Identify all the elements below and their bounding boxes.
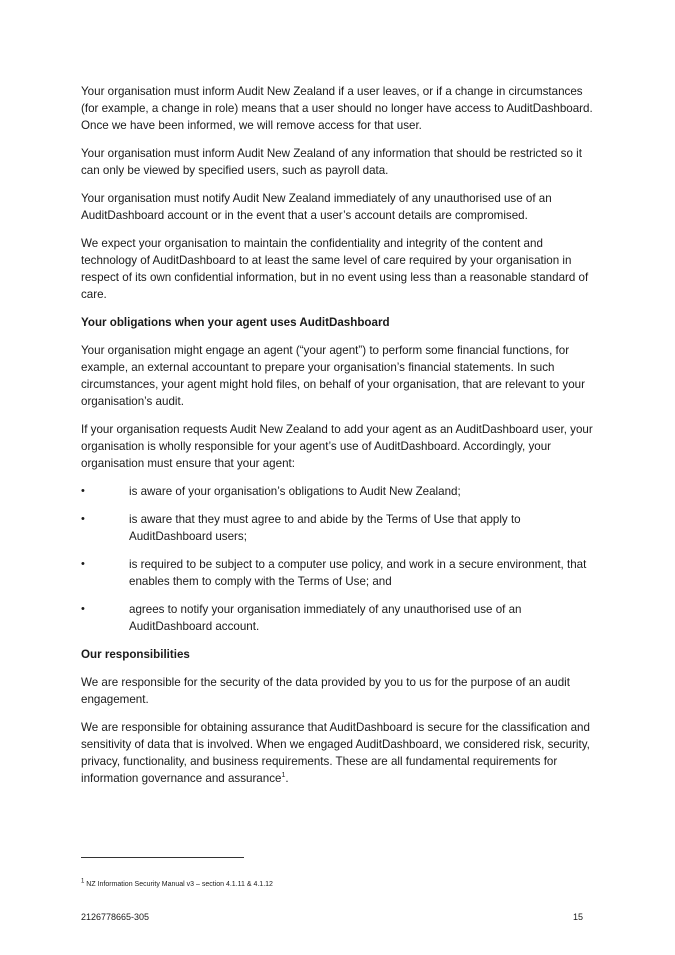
page-number: 15 <box>572 912 583 922</box>
bullet-marker: • <box>81 603 85 615</box>
footnote-separator <box>81 857 244 858</box>
paragraph-assurance-end: . <box>285 772 289 785</box>
heading-our-responsibilities: Our responsibilities <box>81 648 190 661</box>
paragraph-assurance-text: We are responsible for obtaining assurance that AuditDashboard is secure for the classification and sensitivity of data that is involved. When we engaged AuditDashboard, we considered risk, security, privacy, functionality, and business requirements. These are all fundamental requirements for information governance and assurance <box>81 721 590 785</box>
agent-obligations-list <box>81 483 596 635</box>
paragraph-agent-engage: Your organisation might engage an agent (“your agent”) to perform some financial functions, for example, an external accountant to prepare your organisation’s financial statements. In such circumstances, your agent might hold files, on behalf of your organisation, that are relevant to your organisation’s audit. <box>81 344 585 408</box>
bullet-marker: • <box>81 485 85 497</box>
paragraph-user-leaves: Your organisation must inform Audit New Zealand if a user leaves, or if a change in circumstances (for example, a change in role) means that a user should no longer have access to AuditDashboard. Once we have been informed, we will remove access for that user. <box>81 85 593 132</box>
list-item <box>81 601 596 635</box>
list-item-text: is required to be subject to a computer use policy, and work in a secure environment, that enables them to comply with the Terms of Use; and <box>129 558 587 588</box>
paragraph-unauthorised-use: Your organisation must notify Audit New Zealand immediately of any unauthorised use of an AuditDashboard account or in the event that a user’s account details are compromised. <box>81 192 552 222</box>
list-item-text: is aware of your organisation’s obligations to Audit New Zealand; <box>129 485 461 498</box>
footnote <box>81 880 273 890</box>
page-body <box>81 83 596 798</box>
footnote-text: NZ Information Security Manual v3 – section 4.1.11 & 4.1.12 <box>86 881 273 888</box>
footnote-reference[interactable]: 1 <box>281 772 286 780</box>
list-item <box>81 511 596 545</box>
list-item <box>81 483 596 500</box>
list-item <box>81 556 596 590</box>
paragraph-assurance <box>81 719 596 787</box>
footnote-number: 1 <box>81 878 85 885</box>
bullet-marker: • <box>81 558 85 570</box>
bullet-marker: • <box>81 513 85 525</box>
heading-agent-obligations: Your obligations when your agent uses AuditDashboard <box>81 316 390 329</box>
paragraph-data-security: We are responsible for the security of the data provided by you to us for the purpose of an audit engagement. <box>81 676 570 706</box>
paragraph-confidentiality: We expect your organisation to maintain the confidentiality and integrity of the content and technology of AuditDashboard to at least the same level of care required by your organisation in respect of its own confidential information, but in no event using less than a reasonable standard of care. <box>81 237 589 301</box>
paragraph-agent-request: If your organisation requests Audit New Zealand to add your agent as an AuditDashboard user, your organisation is wholly responsible for your agent’s use of AuditDashboard. Accordingly, your organisation must ensure that your agent: <box>81 423 593 470</box>
list-item-text: is aware that they must agree to and abide by the Terms of Use that apply to AuditDashboard users; <box>129 513 521 543</box>
document-id: 2126778665-305 <box>81 912 150 922</box>
list-item-text: agrees to notify your organisation immediately of any unauthorised use of an AuditDashboard account. <box>129 603 522 633</box>
paragraph-restricted-info: Your organisation must inform Audit New Zealand of any information that should be restricted so it can only be viewed by specified users, such as payroll data. <box>81 147 582 177</box>
